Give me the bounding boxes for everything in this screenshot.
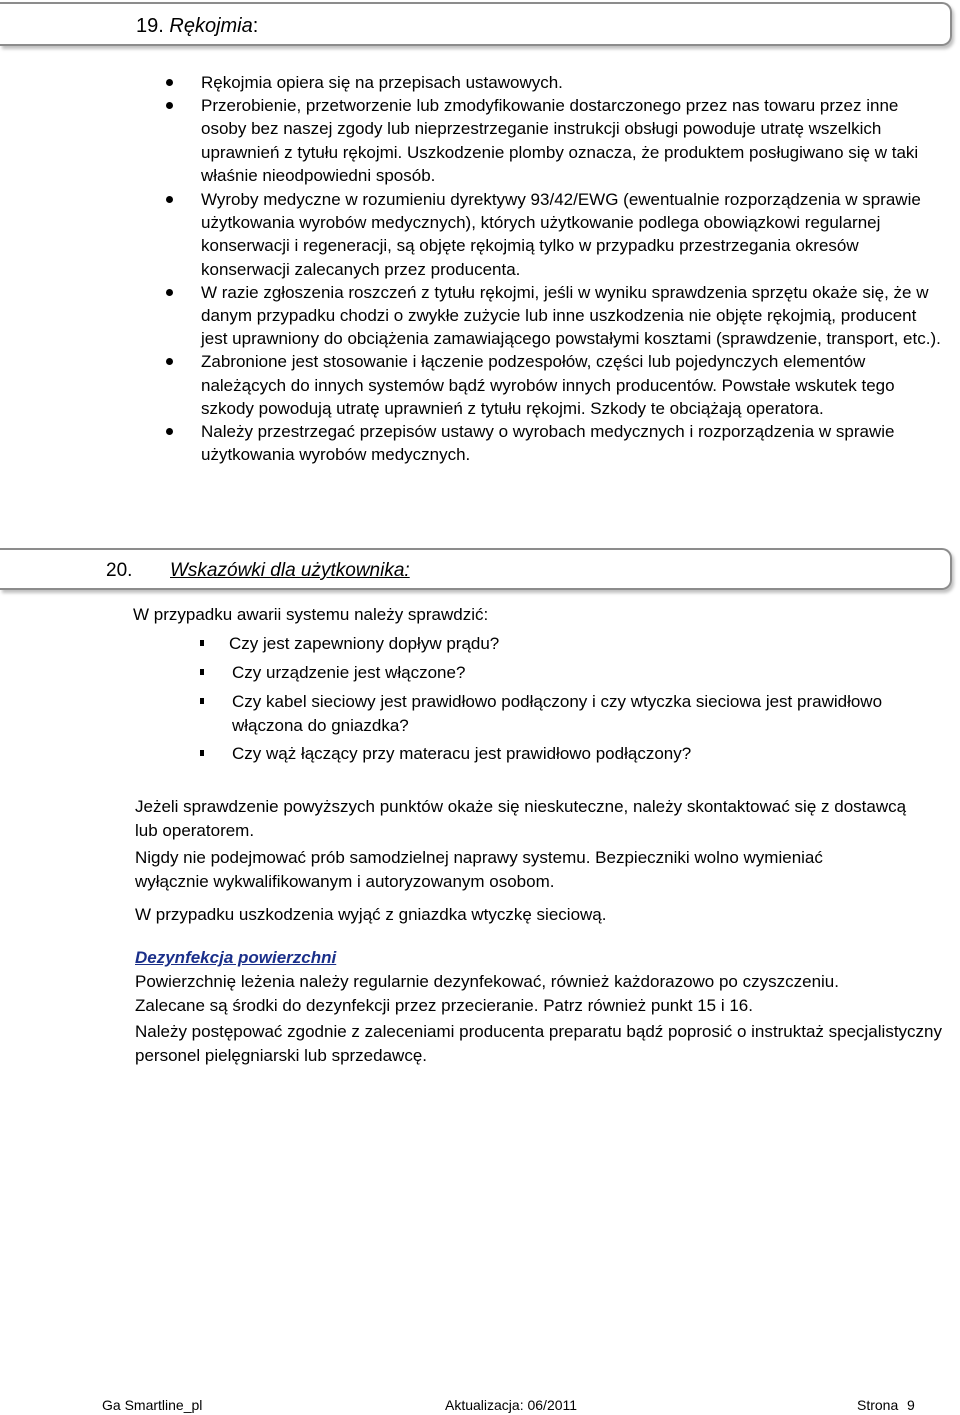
disinfectant-paragraph: Zalecane są środki do dezynfekcji przez przecieranie. Patrz również punkt 15 i 16. — [135, 996, 753, 1015]
list-item — [0, 350, 947, 420]
list-item — [0, 94, 947, 187]
disinfection-heading: Dezynfekcja powierzchni — [135, 948, 337, 967]
list-item-text: W razie zgłoszenia roszczeń z tytułu rękojmi, jeśli w wyniku sprawdzenia sprzętu okaże się, że w danym przypadku chodzi o zwykłe zużycie lub inne uszkodzenia nie objęte rękojmią, producent jest uprawniony do obciążenia zamawiającego powstałymi kosztami (sprawdzenie, transport, etc.). — [201, 282, 941, 349]
bullet-icon — [166, 79, 173, 86]
section-19-colon: : — [252, 15, 259, 37]
list-item — [0, 420, 947, 466]
list-item-text: Wyroby medyczne w rozumieniu dyrektywy 93/42/EWG (ewentualnie rozporządzenia w sprawie użytkowania wyrobów medycznych), których użytkowanie podlega obowiązkowi regularnej konserwacji i regeneracji, są objęte rękojmią tylko w przypadku przestrzegania okresów konserwacji zalecanych przez producenta. — [201, 190, 921, 279]
list-item-text: Zabronione jest stosowanie i łączenie podzespołów, części lub pojedynczych elementów należących do innych systemów bądź wyrobów innych producentów. Powstałe wskutek tego szkody powodują utratę uprawnień z tytułu rękojmi. Szkody te obciążają operatora. — [201, 352, 895, 418]
disinfection-paragraph: Powierzchnię leżenia należy regularnie dezynfekować, również każdorazowo po czyszczeniu. — [135, 972, 839, 991]
square-bullet-icon — [200, 698, 204, 704]
section-20-title: Wskazówki dla użytkownika: — [170, 560, 410, 581]
list-item-text: Czy kabel sieciowy jest prawidłowo podłączony i czy wtyczka sieciowa jest prawidłowo włączona do gniazdka? — [232, 692, 883, 735]
section-19-number: 19. — [136, 15, 164, 37]
list-item-text: Czy wąż łączący przy materacu jest prawidłowo podłączony? — [232, 744, 692, 763]
list-item — [0, 690, 912, 737]
bullet-icon — [166, 102, 173, 109]
list-item — [0, 188, 947, 281]
section-20-header — [0, 548, 952, 590]
bullet-icon — [166, 358, 173, 365]
list-item-text: Czy urządzenie jest włączone? — [232, 662, 466, 682]
section-20-number: 20. — [106, 560, 133, 581]
list-item — [0, 632, 909, 656]
troubleshoot-checklist — [0, 632, 960, 766]
section-19-title: Rękojmia — [169, 15, 253, 37]
bullet-icon — [166, 289, 173, 296]
square-bullet-icon — [200, 750, 204, 756]
list-item — [0, 742, 912, 766]
square-bullet-icon — [200, 640, 204, 646]
footer-page-number: 9 — [907, 1397, 915, 1413]
list-item-text: Rękojmia opiera się na przepisach ustawowych. — [201, 73, 563, 92]
unplug-paragraph: W przypadku uszkodzenia wyjąć z gniazdka wtyczkę sieciową. — [135, 905, 607, 924]
section-19-header — [0, 2, 952, 46]
footer-doc-name: Ga Smartline_pl — [102, 1397, 203, 1413]
list-item-text: Czy jest zapewniony dopływ prądu? — [229, 634, 500, 653]
list-item-text: Przerobienie, przetworzenie lub zmodyfikowanie dostarczonego przez nas towaru przez inne osoby bez naszej zgody lub nieprzestrzeganie instrukcji obsługi powoduje utratę wszelkich uprawnień z tytułu rękojmi. Uszkodzenie plomby oznacza, że produktem posługiwano się w taki właśnie nieodpowiedni sposób. — [201, 96, 919, 185]
warranty-list — [0, 71, 960, 466]
section-19-heading — [136, 14, 258, 38]
contact-paragraph: Jeżeli sprawdzenie powyższych punktów okaże się nieskuteczne, należy skontaktować się z dostawcą lub operatorem. — [135, 797, 907, 840]
bullet-icon — [166, 196, 173, 203]
no-repair-paragraph: Nigdy nie podejmować prób samodzielnej naprawy systemu. Bezpieczniki wolno wymieniać wyłącznie wykwalifikowanym i autoryzowanym osobom. — [135, 848, 823, 891]
footer-page-label: Strona — [857, 1397, 899, 1413]
list-item — [0, 281, 947, 351]
bullet-icon — [166, 428, 173, 435]
list-item-text: Należy przestrzegać przepisów ustawy o wyrobach medycznych i rozporządzenia w sprawie użytkowania wyrobów medycznych. — [201, 422, 895, 465]
instruction-paragraph: Należy postępować zgodnie z zaleceniami producenta preparatu bądź poprosić o instruktaż specjalistyczny personel pielęgniarski lub sprzedawcę. — [135, 1022, 942, 1065]
footer-update: Aktualizacja: 06/2011 — [445, 1397, 578, 1413]
square-bullet-icon — [200, 669, 204, 675]
troubleshoot-intro: W przypadku awarii systemu należy sprawdzić: — [133, 605, 489, 624]
list-item — [0, 71, 947, 94]
list-item — [0, 661, 912, 685]
